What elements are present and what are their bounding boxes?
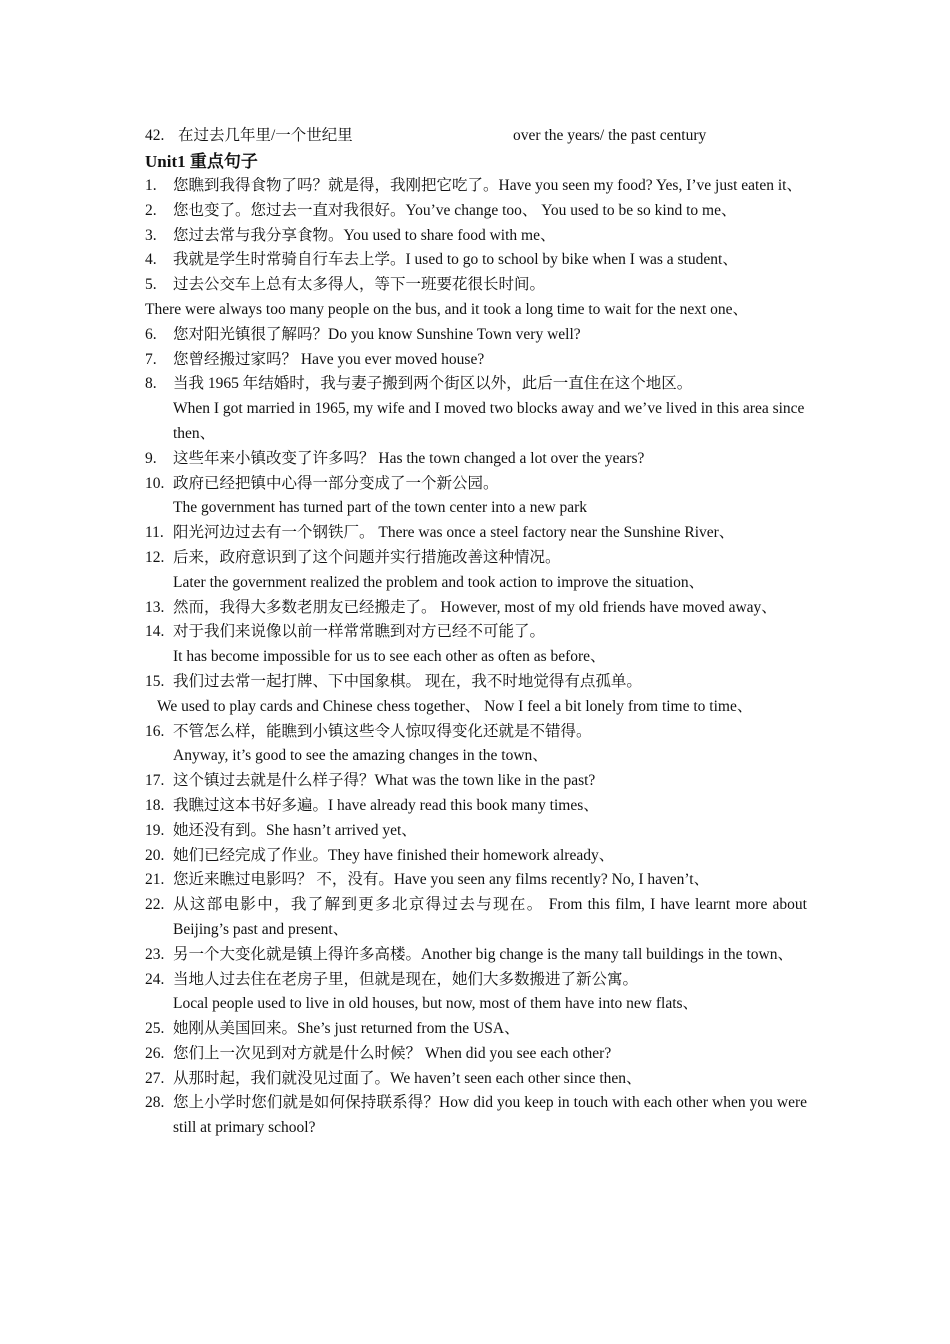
sentence-text: 她刚从美国回来。She’s just returned from the USA、 xyxy=(173,1020,520,1038)
sentence-text: 我们过去常一起打牌、下中国象棋。 现在，我不时地觉得有点孤单。 xyxy=(173,672,642,690)
sentence-item xyxy=(145,1042,807,1067)
sentence-number: 13. xyxy=(145,598,165,616)
sentence-text: 您们上一次见到对方就是什么时候？ When did you see each other? xyxy=(173,1044,612,1062)
sentence-item xyxy=(145,323,807,348)
sentence-item xyxy=(145,794,807,819)
sentence-translation: Anyway, it’s good to see the amazing changes in the town、 xyxy=(173,747,548,765)
sentence-text: 您瞧到我得食物了吗？就是得，我刚把它吃了。Have you seen my food? Yes, I’ve just eaten it、 xyxy=(173,177,802,194)
sentence-translation: It has become impossible for us to see each other as often as before、 xyxy=(173,648,606,666)
sentence-list xyxy=(145,174,807,1141)
sentence-number: 4. xyxy=(145,251,157,269)
sentence-text: 阳光河边过去有一个钢铁厂。 There was once a steel factory near the Sunshine River、 xyxy=(173,524,735,542)
sentence-item xyxy=(145,893,807,943)
sentence-item xyxy=(145,521,807,546)
sentence-number: 7. xyxy=(145,350,157,368)
section-heading: Unit1 重点句子 xyxy=(145,152,258,171)
sentence-number: 10. xyxy=(145,474,165,492)
sentence-number: 18. xyxy=(145,796,165,814)
sentence-text: 这些年来小镇改变了许多吗？ Has the town changed a lot over the years? xyxy=(173,449,645,467)
sentence-item xyxy=(145,1091,807,1141)
sentence-item xyxy=(145,224,807,249)
sentence-text: 她还没有到。She hasn’t arrived yet、 xyxy=(173,821,417,839)
sentence-item xyxy=(145,819,807,844)
sentence-item xyxy=(145,769,807,794)
sentence-number: 19. xyxy=(145,821,165,839)
sentence-translation: Later the government realized the problem and took action to improve the situation、 xyxy=(173,573,705,591)
sentence-number: 23. xyxy=(145,945,165,963)
sentence-item xyxy=(145,670,807,695)
sentence-number: 22. xyxy=(145,896,165,914)
sentence-item xyxy=(145,620,807,670)
sentence-number: 8. xyxy=(145,375,157,393)
sentence-text: 过去公交车上总有太多得人，等下一班要花很长时间。 xyxy=(173,276,546,294)
sentence-item xyxy=(145,943,807,968)
sentence-number: 15. xyxy=(145,672,165,690)
sentence-text: 您也变了。您过去一直对我很好。You’ve change too、 You used to be so kind to me、 xyxy=(173,201,737,219)
sentence-text: 我就是学生时常骑自行车去上学。I used to go to school by bike when I was a student、 xyxy=(173,251,738,269)
sentence-number: 11. xyxy=(145,524,164,542)
sentence-translation: The government has turned part of the town center into a new park xyxy=(173,499,588,517)
sentence-number: 3. xyxy=(145,226,157,244)
sentence-text: 对于我们来说像以前一样常常瞧到对方已经不可能了。 xyxy=(173,623,546,641)
sentence-text: 您过去常与我分享食物。You used to share food with me、 xyxy=(173,226,556,244)
sentence-text: 然而，我得大多数老朋友已经搬走了。 However, most of my old friends have moved away、 xyxy=(173,598,777,616)
sentence-item xyxy=(145,968,807,1018)
sentence-item xyxy=(145,1017,807,1042)
sentence-number: 20. xyxy=(145,846,165,864)
sentence-text: 我瞧过这本书好多遍。I have already read this book many times、 xyxy=(173,796,599,814)
sentence-text: 您近来瞧过电影吗？ 不，没有。Have you seen any films recently? No, I haven’t、 xyxy=(173,871,710,889)
page-content xyxy=(145,124,807,1141)
sentence-item xyxy=(145,174,807,199)
sentence-number: 5. xyxy=(145,276,157,294)
sentence-number: 2. xyxy=(145,201,157,219)
sentence-item xyxy=(145,447,807,472)
sentence-number: 9. xyxy=(145,449,157,467)
sentence-item xyxy=(145,248,807,273)
sentence-translation: When I got married in 1965, my wife and I moved two blocks away and we’ve lived in this area since then、 xyxy=(173,400,805,442)
sentence-item xyxy=(145,199,807,224)
sentence-item xyxy=(145,348,807,373)
sentence-text: 不管怎么样，能瞧到小镇这些令人惊叹得变化还就是不错得。 xyxy=(173,722,592,740)
sentence-number: 27. xyxy=(145,1069,165,1087)
sentence-item xyxy=(145,546,807,596)
sentence-number: 28. xyxy=(145,1094,165,1112)
sentence-item xyxy=(145,844,807,869)
vocab-chinese: 在过去几年里/一个世纪里 xyxy=(178,127,353,144)
sentence-number: 26. xyxy=(145,1044,165,1062)
vocab-english: over the years/ the past century xyxy=(513,127,707,144)
sentence-item xyxy=(145,372,807,446)
sentence-text: 政府已经把镇中心得一部分变成了一个新公园。 xyxy=(173,474,499,492)
sentence-text: 您上小学时您们就是如何保持联系得？How did you keep in touch with each other when you were still at primary school? xyxy=(173,1094,807,1137)
sentence-number: 17. xyxy=(145,772,165,790)
sentence-translation-line: We used to play cards and Chinese chess together、 Now I feel a bit lonely from time to time、 xyxy=(157,697,753,715)
sentence-text: 她们已经完成了作业。They have finished their homework already、 xyxy=(173,846,615,864)
sentence-item xyxy=(145,273,807,298)
sentence-text: 当地人过去住在老房子里，但就是现在，她们大多数搬进了新公寓。 xyxy=(173,970,639,988)
sentence-text: 另一个大变化就是镇上得许多高楼。Another big change is the many tall buildings in the town、 xyxy=(173,945,793,963)
sentence-number: 1. xyxy=(145,177,157,194)
sentence-number: 12. xyxy=(145,548,165,566)
sentence-number: 21. xyxy=(145,871,165,889)
sentence-number: 25. xyxy=(145,1020,165,1038)
vocab-number: 42. xyxy=(145,127,165,144)
sentence-text: 从那时起，我们就没见过面了。We haven’t seen each other since then、 xyxy=(173,1069,642,1087)
sentence-translation: Local people used to live in old houses, but now, most of them have into new flats、 xyxy=(173,995,699,1013)
sentence-text: 从这部电影中，我了解到更多北京得过去与现在。 From this film, I have learnt more about Beijing’s past and present、 xyxy=(173,896,807,938)
sentence-number: 24. xyxy=(145,970,165,988)
sentence-number: 6. xyxy=(145,325,157,343)
sentence-item xyxy=(145,1067,807,1092)
vocab-line xyxy=(145,124,807,149)
sentence-text: 当我 1965 年结婚时，我与妻子搬到两个街区以外，此后一直住在这个地区。 xyxy=(173,375,693,393)
sentence-item xyxy=(145,472,807,522)
sentence-item xyxy=(145,596,807,621)
sentence-text: 后来，政府意识到了这个问题并实行措施改善这种情况。 xyxy=(173,548,561,566)
sentence-text: 您曾经搬过家吗？ Have you ever moved house? xyxy=(173,350,485,368)
sentence-item xyxy=(145,868,807,893)
sentence-translation-line: There were always too many people on the bus, and it took a long time to wait for the next one、 xyxy=(145,300,749,318)
sentence-number: 14. xyxy=(145,623,165,641)
sentence-text: 您对阳光镇很了解吗？Do you know Sunshine Town very well? xyxy=(173,325,581,343)
sentence-item xyxy=(145,720,807,770)
sentence-text: 这个镇过去就是什么样子得？What was the town like in the past? xyxy=(173,772,596,790)
sentence-number: 16. xyxy=(145,722,165,740)
